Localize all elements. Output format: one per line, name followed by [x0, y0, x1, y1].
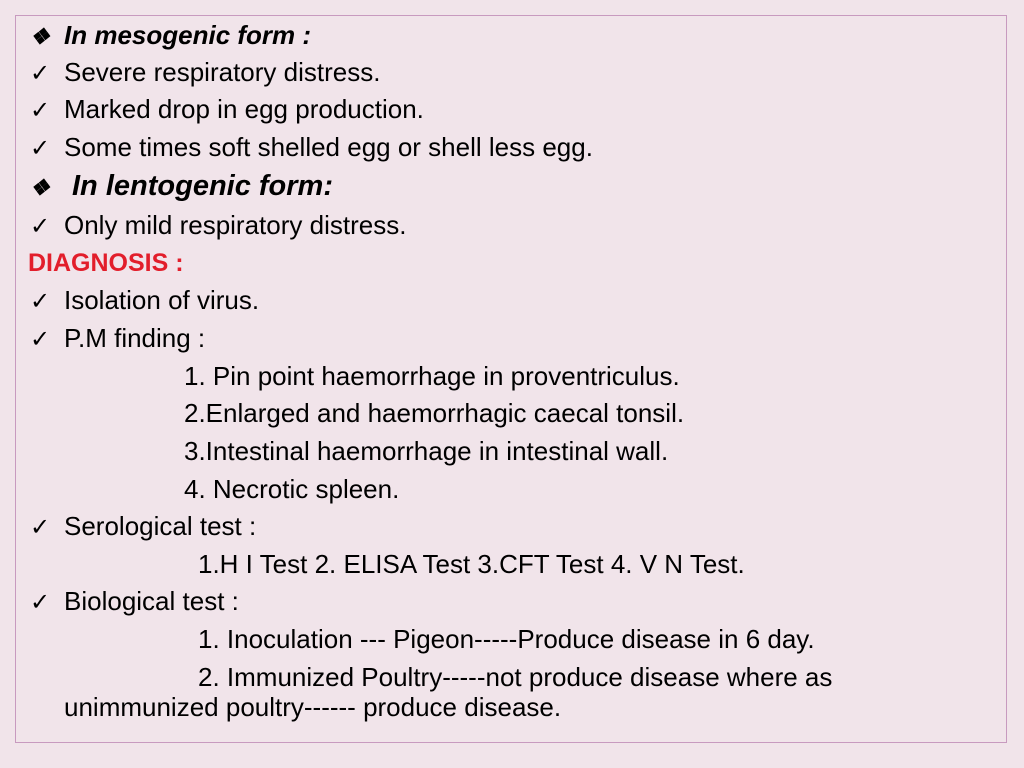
- checkmark-icon: ✓: [30, 135, 51, 162]
- list-item-text: Isolation of virus.: [64, 285, 260, 315]
- list-item-text: Only mild respiratory distress.: [64, 210, 407, 240]
- pm-finding-item: 2.Enlarged and haemorrhagic caecal tonsil.: [184, 398, 685, 428]
- biological-test-item: 1. Inoculation --- Pigeon-----Produce disease in 6 day.: [198, 624, 815, 654]
- list-item-text: Severe respiratory distress.: [64, 57, 381, 87]
- diamond-bullet-icon: ❖: [30, 24, 50, 49]
- pm-finding-item: 4. Necrotic spleen.: [184, 474, 400, 504]
- lentogenic-heading: In lentogenic form:: [72, 170, 333, 202]
- list-item: [16, 131, 593, 165]
- list-item-text: Serological test :: [64, 511, 257, 541]
- checkmark-icon: ✓: [30, 326, 51, 353]
- checkmark-icon: ✓: [30, 60, 51, 87]
- list-item-text: Marked drop in egg production.: [64, 94, 424, 124]
- mesogenic-heading-line: [16, 19, 311, 53]
- biological-test-continuation: unimmunized poultry------ produce disease.: [64, 692, 562, 722]
- list-item-text: P.M finding :: [64, 323, 206, 353]
- diagnosis-heading: DIAGNOSIS :: [28, 249, 184, 277]
- slide-frame: [15, 15, 1007, 743]
- serological-tests: 1.H I Test 2. ELISA Test 3.CFT Test 4. V N Test.: [198, 549, 745, 579]
- list-item: [16, 322, 205, 356]
- diamond-bullet-icon: ❖: [30, 175, 50, 200]
- checkmark-icon: ✓: [30, 288, 51, 315]
- list-item: [16, 209, 406, 243]
- list-item: [16, 585, 239, 619]
- biological-test-item: 2. Immunized Poultry-----not produce disease where as: [198, 662, 833, 692]
- pm-finding-item: 3.Intestinal haemorrhage in intestinal wall.: [184, 436, 669, 466]
- list-item: [16, 93, 424, 127]
- mesogenic-heading: In mesogenic form :: [64, 20, 312, 50]
- list-item: [16, 56, 380, 90]
- list-item: [16, 284, 259, 318]
- checkmark-icon: ✓: [30, 97, 51, 124]
- lentogenic-heading-line: [16, 170, 333, 204]
- checkmark-icon: ✓: [30, 213, 51, 240]
- checkmark-icon: ✓: [30, 589, 51, 616]
- pm-finding-item: 1. Pin point haemorrhage in proventriculus.: [184, 361, 680, 391]
- checkmark-icon: ✓: [30, 514, 51, 541]
- list-item: [16, 510, 256, 544]
- list-item-text: Some times soft shelled egg or shell less egg.: [64, 132, 593, 162]
- list-item-text: Biological test :: [64, 586, 239, 616]
